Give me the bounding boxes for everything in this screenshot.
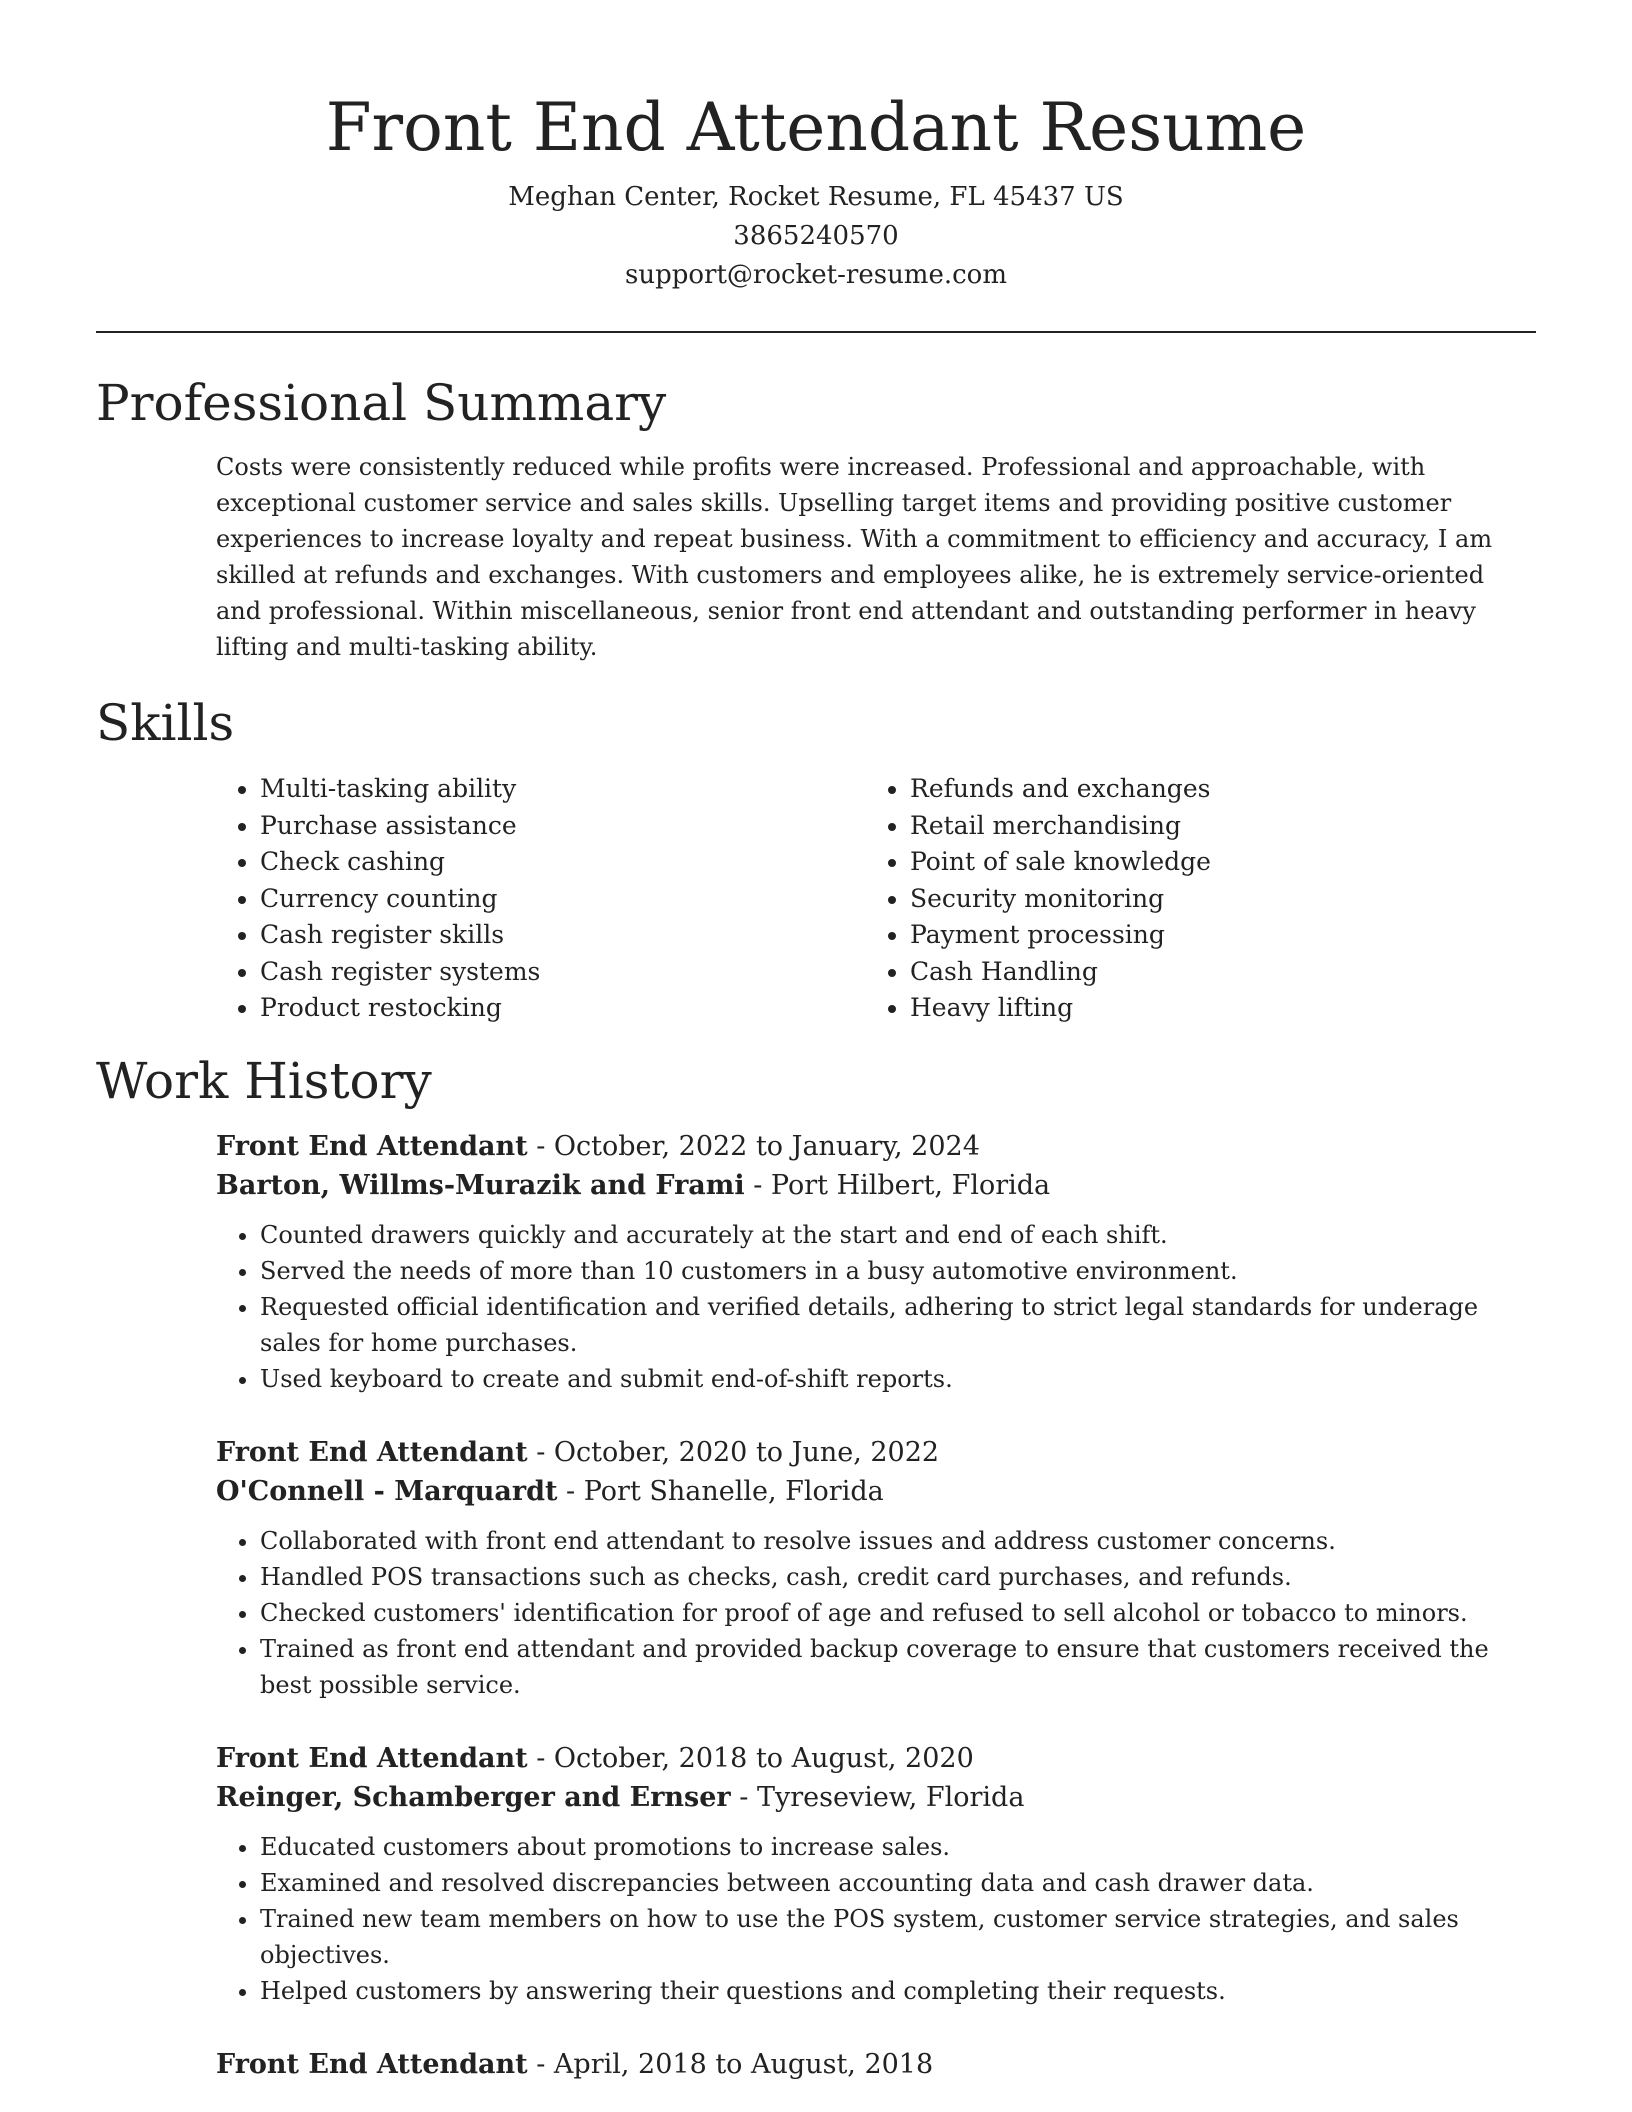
- job-title: Front End Attendant: [216, 1742, 528, 1774]
- contact-phone: 3865240570: [733, 221, 899, 251]
- job-title: Front End Attendant: [216, 2048, 528, 2080]
- job-duty: • Handled POS transactions such as checks, cash, credit card purchases, and refunds.: [260, 1559, 1536, 1595]
- skill-item: • Payment processing: [910, 917, 1516, 954]
- skill-item: • Purchase assistance: [260, 808, 866, 845]
- job-duty: • Counted drawers quickly and accurately at the start and end of each shift.: [260, 1217, 1536, 1253]
- job-dates: - October, 2018 to August, 2020: [527, 1742, 974, 1774]
- job-entry: [216, 1739, 1536, 2009]
- skill-item: • Refunds and exchanges: [910, 771, 1516, 808]
- job-duty: • Trained as front end attendant and provided backup coverage to ensure that customers received the best possible service.: [260, 1631, 1536, 1703]
- job-title-line: [216, 1127, 1536, 1166]
- work-history-heading: Work History: [96, 1051, 432, 1110]
- job-company: Barton, Willms-Murazik and Frami: [216, 1169, 745, 1201]
- skills-heading: Skills: [96, 694, 235, 752]
- skills-column-right: [866, 771, 1516, 1027]
- job-dates: - October, 2020 to June, 2022: [527, 1436, 940, 1468]
- job-duty: • Requested official identification and verified details, adhering to strict legal standards for underage sales for home purchases.: [260, 1289, 1536, 1361]
- skills-list: [216, 771, 1536, 1027]
- skill-item: • Product restocking: [260, 990, 866, 1027]
- job-dates: - April, 2018 to August, 2018: [527, 2048, 934, 2080]
- skill-item: • Heavy lifting: [910, 990, 1516, 1027]
- summary-text: Costs were consistently reduced while profits were increased. Professional and approachable, with exceptional customer service and sales skills. Upselling target items and providing positive customer experiences to increase loyalty and repeat business. With a commitment to efficiency and accuracy, I am skilled at refunds and exchanges. With customers and employees alike, he is extremely service-oriented and professional. Within miscellaneous, senior front end attendant and outstanding performer in heavy lifting and multi-tasking ability.: [216, 453, 1493, 661]
- header-divider: [96, 331, 1536, 333]
- skill-item: • Multi-tasking ability: [260, 771, 866, 808]
- contact-address: Meghan Center, Rocket Resume, FL 45437 US: [508, 182, 1124, 212]
- job-duties: [216, 1217, 1536, 1397]
- job-company: O'Connell - Marquardt: [216, 1475, 558, 1507]
- job-entry: [216, 1127, 1536, 1397]
- job-dates: - October, 2022 to January, 2024: [527, 1130, 980, 1162]
- job-duties: [216, 1829, 1536, 2009]
- job-title-line: [216, 2045, 1536, 2084]
- job-entry: [216, 1433, 1536, 1703]
- skill-item: • Retail merchandising: [910, 808, 1516, 845]
- job-title: Front End Attendant: [216, 1130, 528, 1162]
- job-title-line: [216, 1433, 1536, 1472]
- job-location: - Tyreseview, Florida: [730, 1781, 1025, 1813]
- job-title: Front End Attendant: [216, 1436, 528, 1468]
- job-duty: • Served the needs of more than 10 customers in a busy automotive environment.: [260, 1253, 1536, 1289]
- job-entry: [216, 2045, 1536, 2084]
- resume-title: Front End Attendant Resume: [325, 89, 1307, 166]
- skill-item: • Cash register skills: [260, 917, 866, 954]
- job-company-line: [216, 1778, 1536, 1817]
- skill-item: • Point of sale knowledge: [910, 844, 1516, 881]
- contact-block: [96, 178, 1536, 295]
- job-duty: • Helped customers by answering their questions and completing their requests.: [260, 1973, 1536, 2009]
- job-duty: • Examined and resolved discrepancies between accounting data and cash drawer data.: [260, 1865, 1536, 1901]
- job-duty: • Educated customers about promotions to increase sales.: [260, 1829, 1536, 1865]
- summary-heading: Professional Summary: [96, 374, 667, 432]
- job-company-line: [216, 1472, 1536, 1511]
- skill-item: • Cash Handling: [910, 954, 1516, 991]
- job-duty: • Used keyboard to create and submit end-of-shift reports.: [260, 1361, 1536, 1397]
- contact-email: support@rocket-resume.com: [624, 260, 1007, 290]
- skills-column-left: [216, 771, 866, 1027]
- resume-page: [96, 0, 1536, 2084]
- job-duties: [216, 1523, 1536, 1703]
- job-duty: • Collaborated with front end attendant to resolve issues and address customer concerns.: [260, 1523, 1536, 1559]
- job-duty: • Checked customers' identification for proof of age and refused to sell alcohol or tobacco to minors.: [260, 1595, 1536, 1631]
- skill-item: • Cash register systems: [260, 954, 866, 991]
- job-company: Reinger, Schamberger and Ernser: [216, 1781, 731, 1813]
- job-company-line: [216, 1166, 1536, 1205]
- job-duty: • Trained new team members on how to use the POS system, customer service strategies, and sales objectives.: [260, 1901, 1536, 1973]
- job-title-line: [216, 1739, 1536, 1778]
- job-location: - Port Hilbert, Florida: [744, 1169, 1051, 1201]
- job-location: - Port Shanelle, Florida: [557, 1475, 884, 1507]
- skill-item: • Check cashing: [260, 844, 866, 881]
- skill-item: • Currency counting: [260, 881, 866, 918]
- skill-item: • Security monitoring: [910, 881, 1516, 918]
